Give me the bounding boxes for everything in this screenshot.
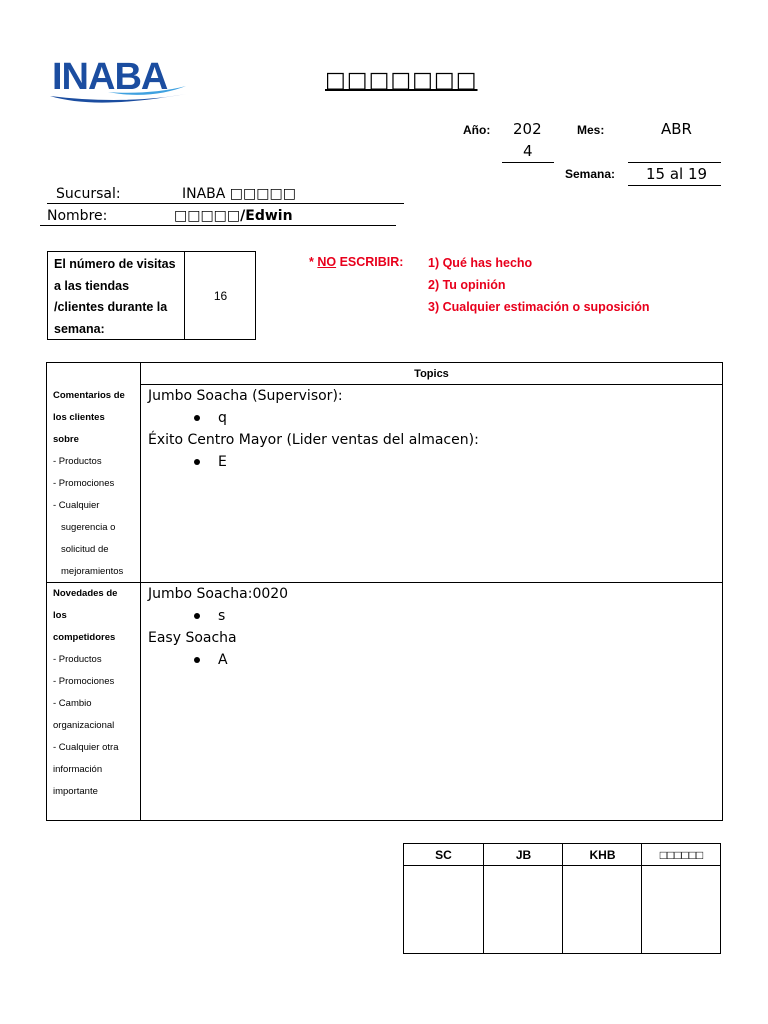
visits-box: [47, 251, 256, 340]
content-cell-competitors: [148, 583, 718, 671]
nombre-underline: [40, 225, 396, 226]
side-line: información: [53, 764, 103, 775]
side-line: - Promociones: [53, 676, 115, 687]
sucursal-underline: [47, 203, 404, 204]
warning-rules: [428, 252, 650, 318]
approval-header-jb: JB: [515, 847, 532, 862]
approval-signature-cell[interactable]: [563, 866, 640, 952]
bullet-item: [148, 407, 718, 429]
year-label: Año:: [463, 123, 491, 137]
warning-heading: [309, 255, 403, 269]
side-cell-comments: [53, 385, 139, 583]
table-column-divider: [140, 363, 141, 820]
bullet-icon: [194, 415, 200, 421]
side-line: sugerencia o: [61, 522, 116, 533]
topics-table: [46, 362, 723, 821]
week-label: Semana:: [565, 167, 616, 181]
week-underline: [628, 185, 721, 186]
bullet-item: [148, 605, 718, 627]
side-line: - Cualquier: [53, 500, 100, 511]
approval-table: [403, 843, 721, 954]
inaba-logo: [48, 52, 188, 108]
approval-header-boss: □□□□□□: [659, 847, 704, 862]
entry-heading: Jumbo Soacha:0020: [148, 586, 289, 602]
warning-no: NO: [317, 255, 337, 269]
visits-label: El número de visitas a las tiendas /clientes durante la semana:: [54, 257, 176, 336]
month-underline: [628, 162, 721, 163]
bullet-text: E: [218, 454, 227, 470]
side-heading-line: competidores: [53, 632, 116, 643]
warning-prefix: *: [309, 255, 318, 269]
approval-signature-cell[interactable]: [642, 866, 719, 952]
sucursal-value: INABA □□□□□: [182, 186, 296, 202]
nombre-value: [174, 208, 293, 224]
side-line: - Productos: [53, 456, 102, 467]
side-heading-line: sobre: [53, 434, 79, 445]
year-value-line1: 202: [513, 120, 542, 138]
approval-header-sc: SC: [435, 847, 452, 862]
warning-rule: 3) Cualquier estimación o suposición: [428, 300, 650, 314]
warning-rule: 2) Tu opinión: [428, 278, 506, 292]
visits-value: 16: [213, 288, 228, 303]
entry-heading: Easy Soacha: [148, 630, 237, 646]
side-line: - Cambio: [53, 698, 92, 709]
document-title: □□□□□□□: [325, 68, 478, 93]
bullet-text: s: [218, 608, 226, 624]
logo-text: INABA: [52, 56, 168, 98]
content-cell-comments: [148, 385, 718, 473]
side-cell-competitors: [53, 583, 139, 803]
side-line: solicitud de: [61, 544, 109, 555]
bullet-icon: [194, 459, 200, 465]
side-line: mejoramientos: [61, 566, 124, 577]
side-line: - Productos: [53, 654, 102, 665]
side-heading-line: los clientes: [53, 412, 105, 423]
approval-signature-cell[interactable]: [484, 866, 561, 952]
entry-heading: Éxito Centro Mayor (Lider ventas del almacen):: [148, 432, 479, 448]
warning-rule: 1) Qué has hecho: [428, 256, 533, 270]
approval-signature-cell[interactable]: [405, 866, 482, 952]
bullet-item: [148, 451, 718, 473]
year-value-line2: 4: [523, 142, 533, 160]
nombre-value-prefix: □□□□□: [174, 208, 241, 224]
sucursal-label: Sucursal:: [56, 186, 121, 202]
year-underline: [502, 162, 554, 163]
nombre-value-name: /Edwin: [240, 208, 293, 224]
side-heading-line: los: [53, 610, 67, 621]
approval-header-khb: KHB: [589, 847, 616, 862]
side-line: importante: [53, 786, 98, 797]
bullet-item: [148, 649, 718, 671]
topics-header: Topics: [414, 367, 449, 380]
bullet-icon: [194, 613, 200, 619]
entry-heading: Jumbo Soacha (Supervisor):: [148, 388, 343, 404]
side-line: - Cualquier otra: [53, 742, 119, 753]
week-value: 15 al 19: [646, 165, 708, 183]
nombre-label: Nombre:: [47, 208, 108, 224]
month-value: ABR: [661, 120, 692, 138]
side-heading-line: Novedades de: [53, 588, 118, 599]
bullet-text: A: [218, 652, 228, 668]
warning-rest: ESCRIBIR:: [336, 255, 404, 269]
bullet-icon: [194, 657, 200, 663]
month-label: Mes:: [577, 123, 605, 137]
side-line: - Promociones: [53, 478, 115, 489]
side-heading-line: Comentarios de: [53, 390, 125, 401]
bullet-text: q: [218, 410, 227, 426]
side-line: organizacional: [53, 720, 115, 731]
